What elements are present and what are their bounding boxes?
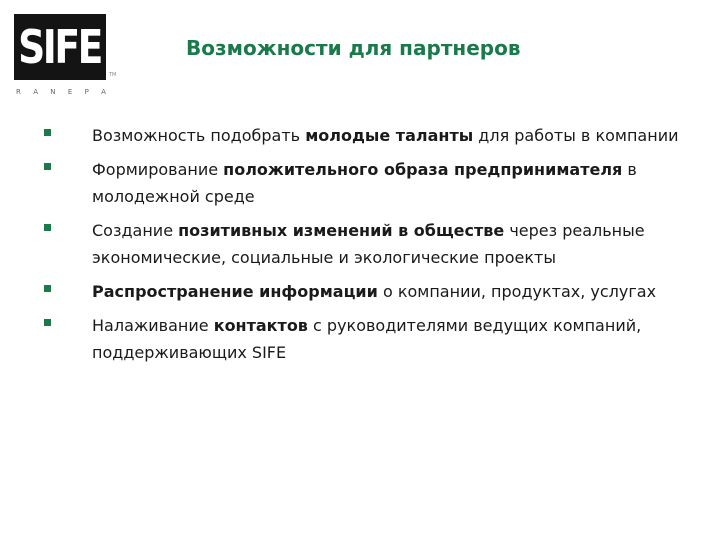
bullet-highlight: Распространение информации — [92, 282, 378, 301]
logo-subtitle-letter: P — [84, 88, 89, 96]
bullet-text: о компании, продуктах, услугах — [377, 282, 657, 301]
bullet-marker-icon — [44, 163, 51, 170]
bullet-item — [40, 122, 680, 149]
sife-logo-box — [14, 14, 106, 80]
bullet-text: Создание — [92, 221, 179, 240]
logo-subtitle-letter: N — [50, 88, 56, 96]
bullet-list — [40, 122, 680, 373]
slide-title: Возможности для партнеров — [186, 36, 521, 60]
logo-subtitle-letter: R — [16, 88, 21, 96]
bullet-highlight: контактов — [213, 316, 308, 335]
bullet-marker-icon — [44, 129, 51, 136]
logo-subtitle-letter: E — [67, 88, 73, 96]
bullet-item — [40, 312, 680, 366]
logo-subtitle — [16, 88, 106, 96]
bullet-text: Возможность подобрать — [92, 126, 306, 145]
sife-logo-word: SIFE — [18, 20, 102, 74]
bullet-item — [40, 156, 680, 210]
bullet-text: с руководителями ведущих компаний, поддерживающих SIFE — [92, 316, 642, 362]
bullet-highlight: молодые таланты — [305, 126, 474, 145]
logo-subtitle-letter: A — [33, 88, 38, 96]
bullet-text: для работы в компании — [473, 126, 679, 145]
bullet-highlight: позитивных изменений в обществе — [178, 221, 505, 240]
logo-subtitle-letter: A — [101, 88, 106, 96]
bullet-highlight: положительного образа предпринимателя — [223, 160, 623, 179]
bullet-marker-icon — [44, 224, 51, 231]
bullet-marker-icon — [44, 319, 51, 326]
bullet-item — [40, 278, 680, 305]
bullet-marker-icon — [44, 285, 51, 292]
bullet-text: Формирование — [92, 160, 224, 179]
bullet-text: через реальные экономические, социальные и экологические проекты — [92, 221, 645, 267]
sife-logo — [14, 14, 117, 96]
bullet-item — [40, 217, 680, 271]
bullet-text: в молодежной среде — [92, 160, 637, 206]
bullet-text: Налаживание — [92, 316, 214, 335]
trademark-mark: TM — [109, 72, 117, 78]
